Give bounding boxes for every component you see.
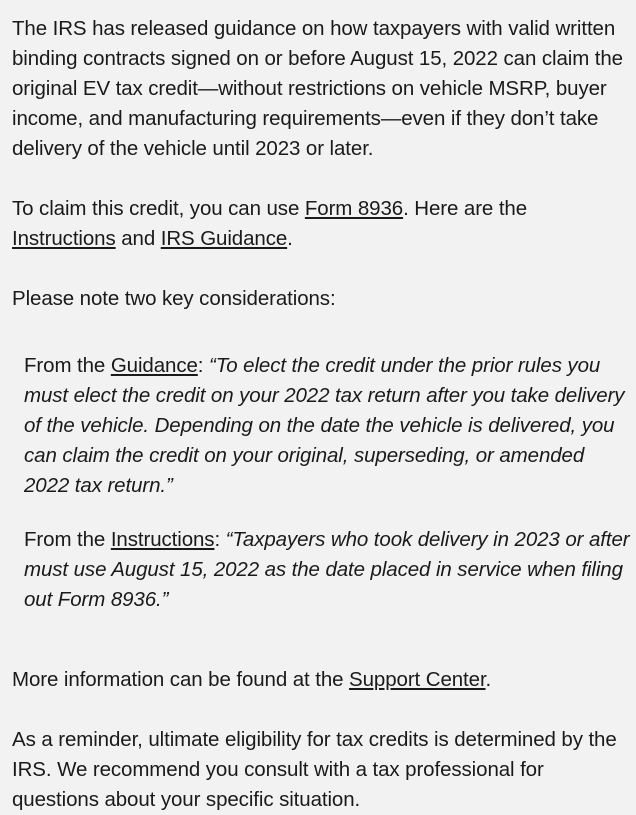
quote-prefix: From the [24,354,111,377]
support-center-link[interactable]: Support Center [349,668,486,691]
irs-guidance-link[interactable]: IRS Guidance [160,227,288,250]
guidance-quote [24,351,634,501]
guidance-link[interactable]: Guidance [110,354,198,377]
instructions-quote-text: “Taxpayers who took delivery in 2023 or after must use August 15, 2022 as the date placed in service when filing out Form 8936.” [24,528,630,611]
instructions-quote [24,525,634,615]
reminder-paragraph: As a reminder, ultimate eligibility for tax credits is determined by the IRS. We recommend you consult with a tax professional for questions about your specific situation. [12,728,617,811]
quote-colon: : [197,354,209,377]
claim-paragraph [12,194,634,254]
note-paragraph: Please note two key considerations: [12,287,336,310]
claim-middle: . Here are the [403,197,528,220]
more-info-prefix: More information can be found at the [12,668,350,691]
quote-prefix: From the [24,528,111,551]
more-info-paragraph [12,665,634,695]
guidance-quote-text: “To elect the credit under the prior rules you must elect the credit on your 2022 tax return after you take delivery of the vehicle. Depending on the date the vehicle is delivered, you can claim the credit on your original, superseding, or amended 2022 tax return.” [24,354,625,497]
intro-paragraph: The IRS has released guidance on how taxpayers with valid written binding contracts signed on or before August 15, 2022 can claim the original EV tax credit—without restrictions on vehicle MSRP, buyer income, and manufacturing requirements—even if they don’t take delivery of the vehicle until 2023 or later. [12,17,623,160]
quote-colon: : [214,528,226,551]
claim-and: and [115,227,161,250]
claim-prefix: To claim this credit, you can use [12,197,305,220]
quote-block [24,344,634,615]
form-8936-link[interactable]: Form 8936 [304,197,404,220]
claim-suffix: . [287,227,293,250]
instructions-link[interactable]: Instructions [12,227,116,250]
instructions-quote-link[interactable]: Instructions [110,528,215,551]
more-info-suffix: . [485,668,492,691]
